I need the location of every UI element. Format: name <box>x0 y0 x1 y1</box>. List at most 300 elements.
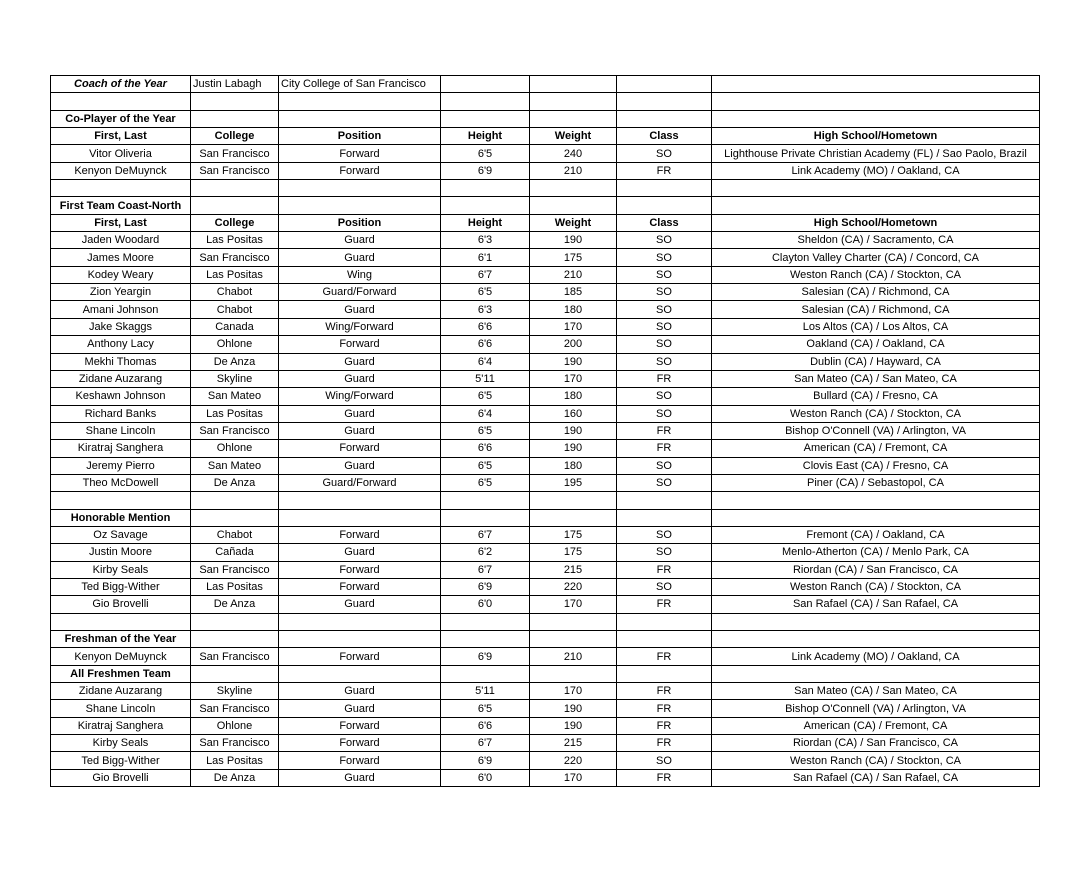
empty-cell <box>441 509 530 526</box>
weight-cell: 170 <box>530 370 617 387</box>
class-cell: SO <box>617 318 712 335</box>
column-header: First, Last <box>51 214 191 231</box>
section-title: Honorable Mention <box>51 509 191 526</box>
height-cell: 6'7 <box>441 526 530 543</box>
section-label-row <box>51 665 1040 682</box>
column-header: College <box>191 214 279 231</box>
player-name-cell: James Moore <box>51 249 191 266</box>
hometown-cell: Oakland (CA) / Oakland, CA <box>712 336 1040 353</box>
height-cell: 6'5 <box>441 422 530 439</box>
weight-cell: 210 <box>530 266 617 283</box>
section-title: Co-Player of the Year <box>51 110 191 127</box>
college-cell: Cañada <box>191 544 279 561</box>
hometown-cell: Dublin (CA) / Hayward, CA <box>712 353 1040 370</box>
position-cell: Guard <box>279 700 441 717</box>
hometown-cell: Clovis East (CA) / Fresno, CA <box>712 457 1040 474</box>
column-header-row <box>51 214 1040 231</box>
class-cell: FR <box>617 648 712 665</box>
empty-cell <box>51 180 191 197</box>
class-cell: FR <box>617 769 712 786</box>
weight-cell: 195 <box>530 474 617 491</box>
player-name-cell: Jeremy Pierro <box>51 457 191 474</box>
weight-cell: 210 <box>530 648 617 665</box>
empty-cell <box>191 665 279 682</box>
player-name-cell: Kirby Seals <box>51 735 191 752</box>
empty-cell <box>441 93 530 110</box>
class-cell: SO <box>617 249 712 266</box>
player-name-cell: Kenyon DeMuynck <box>51 648 191 665</box>
college-cell: Las Positas <box>191 232 279 249</box>
college-cell: San Francisco <box>191 735 279 752</box>
height-cell: 6'6 <box>441 336 530 353</box>
weight-cell: 220 <box>530 752 617 769</box>
college-cell: San Mateo <box>191 457 279 474</box>
position-cell: Guard <box>279 232 441 249</box>
blank-row <box>51 613 1040 630</box>
empty-cell <box>712 93 1040 110</box>
weight-cell: 175 <box>530 249 617 266</box>
player-name-cell: Kirby Seals <box>51 561 191 578</box>
player-name-cell: Keshawn Johnson <box>51 388 191 405</box>
college-cell: Las Positas <box>191 266 279 283</box>
hometown-cell: Los Altos (CA) / Los Altos, CA <box>712 318 1040 335</box>
empty-cell <box>617 631 712 648</box>
position-cell: Forward <box>279 648 441 665</box>
player-name-cell: Richard Banks <box>51 405 191 422</box>
table-row <box>51 596 1040 613</box>
position-cell: Forward <box>279 717 441 734</box>
empty-cell <box>279 110 441 127</box>
hometown-cell: San Rafael (CA) / San Rafael, CA <box>712 769 1040 786</box>
player-name-cell: Kodey Weary <box>51 266 191 283</box>
hometown-cell: Sheldon (CA) / Sacramento, CA <box>712 232 1040 249</box>
hometown-cell: Salesian (CA) / Richmond, CA <box>712 284 1040 301</box>
hometown-cell: Lighthouse Private Christian Academy (FL) / Sao Paolo, Brazil <box>712 145 1040 162</box>
hometown-cell: San Mateo (CA) / San Mateo, CA <box>712 370 1040 387</box>
hometown-cell: Bishop O'Connell (VA) / Arlington, VA <box>712 700 1040 717</box>
college-cell: Skyline <box>191 370 279 387</box>
empty-cell <box>279 180 441 197</box>
player-name-cell: Jake Skaggs <box>51 318 191 335</box>
coach-college: City College of San Francisco <box>279 76 441 93</box>
college-cell: Chabot <box>191 526 279 543</box>
empty-cell <box>530 509 617 526</box>
college-cell: San Francisco <box>191 648 279 665</box>
empty-cell <box>441 631 530 648</box>
height-cell: 6'1 <box>441 249 530 266</box>
awards-sheet <box>50 75 1040 787</box>
class-cell: FR <box>617 561 712 578</box>
column-header: Weight <box>530 128 617 145</box>
empty-cell <box>617 76 712 93</box>
hometown-cell: Weston Ranch (CA) / Stockton, CA <box>712 266 1040 283</box>
weight-cell: 185 <box>530 284 617 301</box>
player-name-cell: Zion Yeargin <box>51 284 191 301</box>
table-row <box>51 561 1040 578</box>
empty-cell <box>530 180 617 197</box>
hometown-cell: Clayton Valley Charter (CA) / Concord, CA <box>712 249 1040 266</box>
table-body <box>51 76 1040 787</box>
hometown-cell: Link Academy (MO) / Oakland, CA <box>712 162 1040 179</box>
player-name-cell: Ted Bigg-Wither <box>51 752 191 769</box>
weight-cell: 210 <box>530 162 617 179</box>
weight-cell: 175 <box>530 526 617 543</box>
position-cell: Guard <box>279 457 441 474</box>
position-cell: Forward <box>279 145 441 162</box>
college-cell: Ohlone <box>191 440 279 457</box>
college-cell: Ohlone <box>191 336 279 353</box>
table-row <box>51 526 1040 543</box>
height-cell: 5'11 <box>441 683 530 700</box>
player-name-cell: Zidane Auzarang <box>51 683 191 700</box>
table-row <box>51 735 1040 752</box>
position-cell: Guard <box>279 301 441 318</box>
class-cell: SO <box>617 457 712 474</box>
position-cell: Guard <box>279 596 441 613</box>
hometown-cell: Riordan (CA) / San Francisco, CA <box>712 735 1040 752</box>
empty-cell <box>617 665 712 682</box>
position-cell: Guard <box>279 544 441 561</box>
class-cell: SO <box>617 301 712 318</box>
empty-cell <box>441 613 530 630</box>
college-cell: Las Positas <box>191 578 279 595</box>
player-name-cell: Kiratraj Sanghera <box>51 717 191 734</box>
height-cell: 6'9 <box>441 752 530 769</box>
empty-cell <box>51 613 191 630</box>
position-cell: Guard <box>279 769 441 786</box>
weight-cell: 190 <box>530 717 617 734</box>
hometown-cell: Weston Ranch (CA) / Stockton, CA <box>712 578 1040 595</box>
section-label-row <box>51 110 1040 127</box>
college-cell: Chabot <box>191 301 279 318</box>
section-title: First Team Coast-North <box>51 197 191 214</box>
class-cell: FR <box>617 735 712 752</box>
height-cell: 6'3 <box>441 301 530 318</box>
hometown-cell: Link Academy (MO) / Oakland, CA <box>712 648 1040 665</box>
weight-cell: 170 <box>530 318 617 335</box>
player-name-cell: Kenyon DeMuynck <box>51 162 191 179</box>
empty-cell <box>617 197 712 214</box>
position-cell: Forward <box>279 752 441 769</box>
empty-cell <box>530 197 617 214</box>
empty-cell <box>530 110 617 127</box>
height-cell: 6'0 <box>441 769 530 786</box>
empty-cell <box>530 613 617 630</box>
empty-cell <box>191 110 279 127</box>
position-cell: Forward <box>279 162 441 179</box>
weight-cell: 200 <box>530 336 617 353</box>
table-row <box>51 717 1040 734</box>
class-cell: SO <box>617 388 712 405</box>
weight-cell: 190 <box>530 700 617 717</box>
height-cell: 6'6 <box>441 440 530 457</box>
awards-table <box>50 75 1040 787</box>
hometown-cell: Bishop O'Connell (VA) / Arlington, VA <box>712 422 1040 439</box>
college-cell: De Anza <box>191 596 279 613</box>
table-row <box>51 162 1040 179</box>
table-row <box>51 752 1040 769</box>
height-cell: 6'4 <box>441 353 530 370</box>
player-name-cell: Oz Savage <box>51 526 191 543</box>
hometown-cell: San Rafael (CA) / San Rafael, CA <box>712 596 1040 613</box>
table-row <box>51 769 1040 786</box>
empty-cell <box>712 110 1040 127</box>
player-name-cell: Amani Johnson <box>51 301 191 318</box>
player-name-cell: Ted Bigg-Wither <box>51 578 191 595</box>
hometown-cell: Piner (CA) / Sebastopol, CA <box>712 474 1040 491</box>
table-row <box>51 249 1040 266</box>
column-header-row <box>51 128 1040 145</box>
college-cell: San Mateo <box>191 388 279 405</box>
weight-cell: 160 <box>530 405 617 422</box>
empty-cell <box>617 93 712 110</box>
college-cell: San Francisco <box>191 249 279 266</box>
college-cell: Skyline <box>191 683 279 700</box>
class-cell: FR <box>617 717 712 734</box>
height-cell: 6'7 <box>441 561 530 578</box>
position-cell: Guard <box>279 353 441 370</box>
table-row <box>51 440 1040 457</box>
section-label-row <box>51 197 1040 214</box>
coach-label: Coach of the Year <box>51 76 191 93</box>
empty-cell <box>279 197 441 214</box>
college-cell: San Francisco <box>191 422 279 439</box>
column-header: High School/Hometown <box>712 214 1040 231</box>
weight-cell: 180 <box>530 388 617 405</box>
weight-cell: 180 <box>530 301 617 318</box>
height-cell: 6'5 <box>441 145 530 162</box>
table-row <box>51 318 1040 335</box>
column-header: Height <box>441 128 530 145</box>
column-header: First, Last <box>51 128 191 145</box>
class-cell: SO <box>617 578 712 595</box>
position-cell: Guard/Forward <box>279 284 441 301</box>
position-cell: Forward <box>279 735 441 752</box>
position-cell: Guard <box>279 405 441 422</box>
weight-cell: 190 <box>530 232 617 249</box>
position-cell: Guard <box>279 683 441 700</box>
player-name-cell: Kiratraj Sanghera <box>51 440 191 457</box>
height-cell: 6'6 <box>441 318 530 335</box>
empty-cell <box>712 631 1040 648</box>
table-row <box>51 353 1040 370</box>
height-cell: 6'5 <box>441 388 530 405</box>
weight-cell: 170 <box>530 683 617 700</box>
weight-cell: 170 <box>530 769 617 786</box>
hometown-cell: Weston Ranch (CA) / Stockton, CA <box>712 405 1040 422</box>
player-name-cell: Justin Moore <box>51 544 191 561</box>
class-cell: FR <box>617 596 712 613</box>
class-cell: FR <box>617 162 712 179</box>
empty-cell <box>51 492 191 509</box>
position-cell: Guard <box>279 249 441 266</box>
position-cell: Forward <box>279 336 441 353</box>
position-cell: Guard <box>279 422 441 439</box>
height-cell: 6'7 <box>441 735 530 752</box>
table-row <box>51 145 1040 162</box>
section-label-row <box>51 509 1040 526</box>
empty-cell <box>712 665 1040 682</box>
column-header: College <box>191 128 279 145</box>
empty-cell <box>441 76 530 93</box>
weight-cell: 190 <box>530 422 617 439</box>
table-row <box>51 284 1040 301</box>
weight-cell: 240 <box>530 145 617 162</box>
table-row <box>51 370 1040 387</box>
class-cell: SO <box>617 145 712 162</box>
position-cell: Forward <box>279 578 441 595</box>
height-cell: 6'0 <box>441 596 530 613</box>
player-name-cell: Theo McDowell <box>51 474 191 491</box>
coach-row <box>51 76 1040 93</box>
table-row <box>51 648 1040 665</box>
player-name-cell: Shane Lincoln <box>51 422 191 439</box>
empty-cell <box>279 93 441 110</box>
class-cell: SO <box>617 353 712 370</box>
blank-row <box>51 180 1040 197</box>
class-cell: SO <box>617 544 712 561</box>
section-title: Freshman of the Year <box>51 631 191 648</box>
table-row <box>51 422 1040 439</box>
column-header: Weight <box>530 214 617 231</box>
weight-cell: 170 <box>530 596 617 613</box>
height-cell: 6'5 <box>441 284 530 301</box>
empty-cell <box>191 613 279 630</box>
column-header: Height <box>441 214 530 231</box>
empty-cell <box>712 180 1040 197</box>
empty-cell <box>441 492 530 509</box>
height-cell: 6'5 <box>441 474 530 491</box>
college-cell: Chabot <box>191 284 279 301</box>
section-label-row <box>51 631 1040 648</box>
class-cell: SO <box>617 474 712 491</box>
empty-cell <box>617 110 712 127</box>
college-cell: De Anza <box>191 474 279 491</box>
empty-cell <box>279 665 441 682</box>
empty-cell <box>712 76 1040 93</box>
class-cell: FR <box>617 700 712 717</box>
empty-cell <box>712 492 1040 509</box>
empty-cell <box>191 197 279 214</box>
empty-cell <box>279 492 441 509</box>
empty-cell <box>530 665 617 682</box>
hometown-cell: Fremont (CA) / Oakland, CA <box>712 526 1040 543</box>
height-cell: 6'9 <box>441 578 530 595</box>
class-cell: SO <box>617 232 712 249</box>
college-cell: San Francisco <box>191 561 279 578</box>
empty-cell <box>617 180 712 197</box>
table-row <box>51 301 1040 318</box>
height-cell: 6'5 <box>441 700 530 717</box>
empty-cell <box>617 492 712 509</box>
hometown-cell: San Mateo (CA) / San Mateo, CA <box>712 683 1040 700</box>
college-cell: De Anza <box>191 353 279 370</box>
position-cell: Forward <box>279 561 441 578</box>
column-header: High School/Hometown <box>712 128 1040 145</box>
weight-cell: 180 <box>530 457 617 474</box>
position-cell: Guard <box>279 370 441 387</box>
college-cell: Canada <box>191 318 279 335</box>
empty-cell <box>191 631 279 648</box>
empty-cell <box>530 631 617 648</box>
player-name-cell: Gio Brovelli <box>51 596 191 613</box>
class-cell: FR <box>617 370 712 387</box>
empty-cell <box>191 509 279 526</box>
empty-cell <box>617 509 712 526</box>
hometown-cell: American (CA) / Fremont, CA <box>712 440 1040 457</box>
empty-cell <box>712 197 1040 214</box>
class-cell: FR <box>617 422 712 439</box>
empty-cell <box>51 93 191 110</box>
empty-cell <box>279 509 441 526</box>
empty-cell <box>530 93 617 110</box>
weight-cell: 175 <box>530 544 617 561</box>
empty-cell <box>712 613 1040 630</box>
class-cell: SO <box>617 526 712 543</box>
table-row <box>51 336 1040 353</box>
column-header: Position <box>279 128 441 145</box>
empty-cell <box>441 197 530 214</box>
empty-cell <box>191 492 279 509</box>
blank-row <box>51 93 1040 110</box>
player-name-cell: Anthony Lacy <box>51 336 191 353</box>
hometown-cell: Salesian (CA) / Richmond, CA <box>712 301 1040 318</box>
hometown-cell: Menlo-Atherton (CA) / Menlo Park, CA <box>712 544 1040 561</box>
player-name-cell: Mekhi Thomas <box>51 353 191 370</box>
height-cell: 6'3 <box>441 232 530 249</box>
table-row <box>51 405 1040 422</box>
class-cell: FR <box>617 440 712 457</box>
table-row <box>51 474 1040 491</box>
empty-cell <box>441 665 530 682</box>
position-cell: Forward <box>279 440 441 457</box>
empty-cell <box>279 613 441 630</box>
empty-cell <box>441 180 530 197</box>
empty-cell <box>712 509 1040 526</box>
player-name-cell: Shane Lincoln <box>51 700 191 717</box>
college-cell: De Anza <box>191 769 279 786</box>
hometown-cell: American (CA) / Fremont, CA <box>712 717 1040 734</box>
weight-cell: 220 <box>530 578 617 595</box>
coach-name: Justin Labagh <box>191 76 279 93</box>
player-name-cell: Gio Brovelli <box>51 769 191 786</box>
empty-cell <box>530 76 617 93</box>
column-header: Class <box>617 128 712 145</box>
height-cell: 6'9 <box>441 162 530 179</box>
section-title: All Freshmen Team <box>51 665 191 682</box>
table-row <box>51 700 1040 717</box>
empty-cell <box>441 110 530 127</box>
height-cell: 6'4 <box>441 405 530 422</box>
position-cell: Wing/Forward <box>279 318 441 335</box>
empty-cell <box>191 180 279 197</box>
height-cell: 6'5 <box>441 457 530 474</box>
position-cell: Forward <box>279 526 441 543</box>
height-cell: 6'6 <box>441 717 530 734</box>
hometown-cell: Weston Ranch (CA) / Stockton, CA <box>712 752 1040 769</box>
column-header: Class <box>617 214 712 231</box>
class-cell: SO <box>617 284 712 301</box>
height-cell: 6'2 <box>441 544 530 561</box>
college-cell: Las Positas <box>191 752 279 769</box>
table-row <box>51 457 1040 474</box>
class-cell: SO <box>617 336 712 353</box>
table-row <box>51 232 1040 249</box>
college-cell: Ohlone <box>191 717 279 734</box>
player-name-cell: Vitor Oliveria <box>51 145 191 162</box>
hometown-cell: Bullard (CA) / Fresno, CA <box>712 388 1040 405</box>
college-cell: San Francisco <box>191 700 279 717</box>
